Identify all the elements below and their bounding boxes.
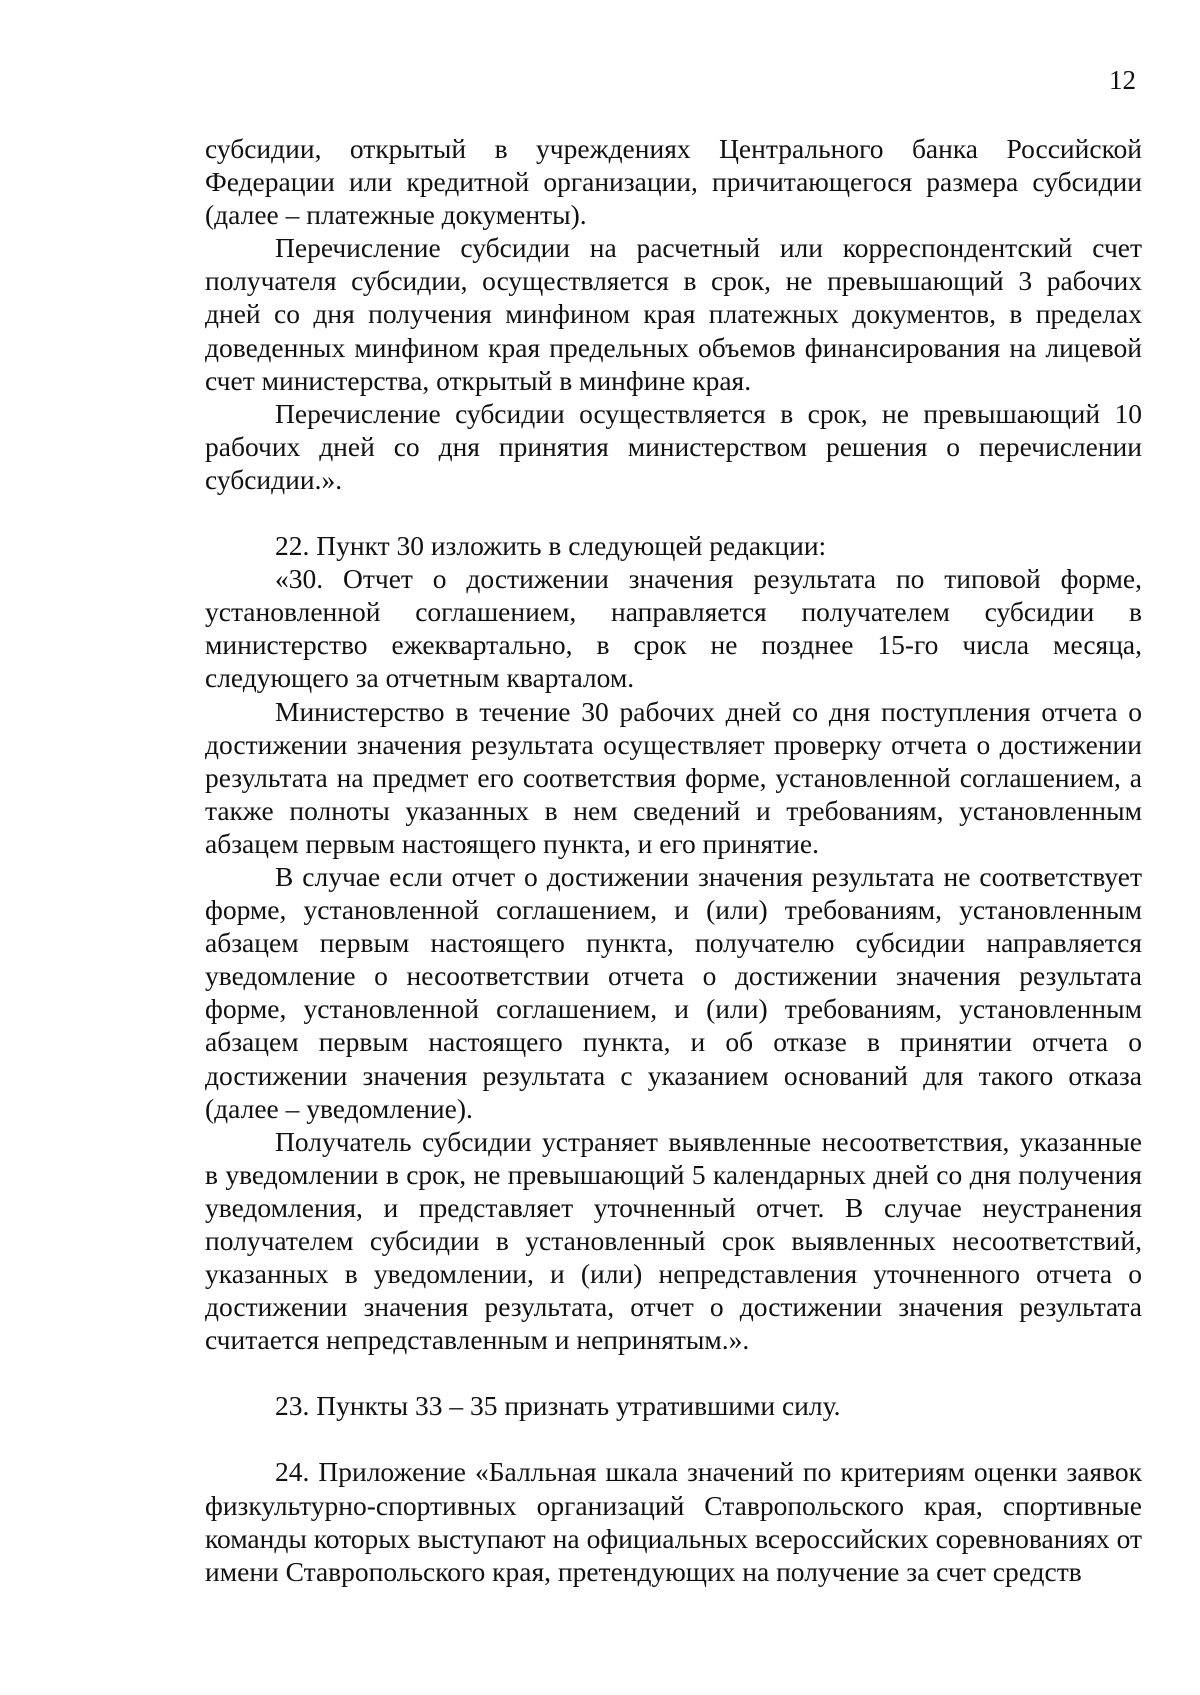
paragraph-payment-documents-continued: субсидии, открытый в учреждениях Центрального банка Российской Федерации или кредитной организации, причитающегося размера субсидии (далее – платежные документы). [205,133,1142,231]
page-number: 12 [1109,65,1136,95]
paragraph-item-22-heading: 22. Пункт 30 изложить в следующей редакции: [275,530,827,562]
paragraph-transfer-to-account: Перечисление субсидии на расчетный или корреспондентский счет получателя субсидии, осуществляется в срок, не превышающий 3 рабочих дней со дня получения минфином края платежных документов, в пределах доведенных минфином края предельных объемов финансирования на лицевой счет министерства, открытый в минфине края. [205,232,1142,396]
paragraph-ministry-review: Министерство в течение 30 рабочих дней со дня поступления отчета о достижении значения результата осуществляет проверку отчета о достижении результата на предмет его соответствия форме, установленной соглашением, а также полноты указанных в нем сведений и требованиям, установленным абзацем первым настоящего пункта, и его принятие. [205,695,1142,859]
paragraph-nonconformity-notice: В случае если отчет о достижении значения результата не соответствует форме, установленной соглашением, и (или) требованиям, установленным абзацем первым настоящего пункта, получателю субсидии направляется уведомление о несоответствии отчета о достижении значения результата форме, установленной соглашением, и (или) требованиям, установленным абзацем первым настоящего пункта, и об отказе в принятии отчета о достижении значения результата с указанием оснований для такого отказа (далее – уведомление). [205,860,1142,1124]
paragraph-item-24: 24. Приложение «Балльная шкала значений по критериям оценки заявок физкультурно-спортивных организаций Ставропольского края, спортивные команды которых выступают на официальных всероссийских соревнованиях от имени Ставропольского края, претендующих на получение за счет средств [205,1456,1142,1587]
paragraph-item-30-report: «30. Отчет о достижении значения результата по типовой форме, установленной соглашением, направляется получателем субсидии в министерство ежеквартально, в срок не позднее 15-го числа месяца, следующего за отчетным кварталом. [205,563,1142,694]
paragraph-recipient-corrections: Получатель субсидии устраняет выявленные несоответствия, указанные в уведомлении в срок, не превышающий 5 календарных дней со дня получения уведомления, и представляет уточненный отчет. В случае неустранения получателем субсидии в установленный срок выявленных несоответствий, указанных в уведомлении, и (или) непредставления уточненного отчета о достижении значения результата, отчет о достижении значения результата считается непредставленным и непринятым.». [205,1125,1142,1356]
paragraph-transfer-deadline: Перечисление субсидии осуществляется в срок, не превышающий 10 рабочих дней со дня принятия министерством решения о перечислении субсидии.». [205,397,1142,495]
document-body [205,132,1142,1588]
paragraph-item-23: 23. Пункты 33 – 35 признать утратившими силу. [275,1390,841,1422]
